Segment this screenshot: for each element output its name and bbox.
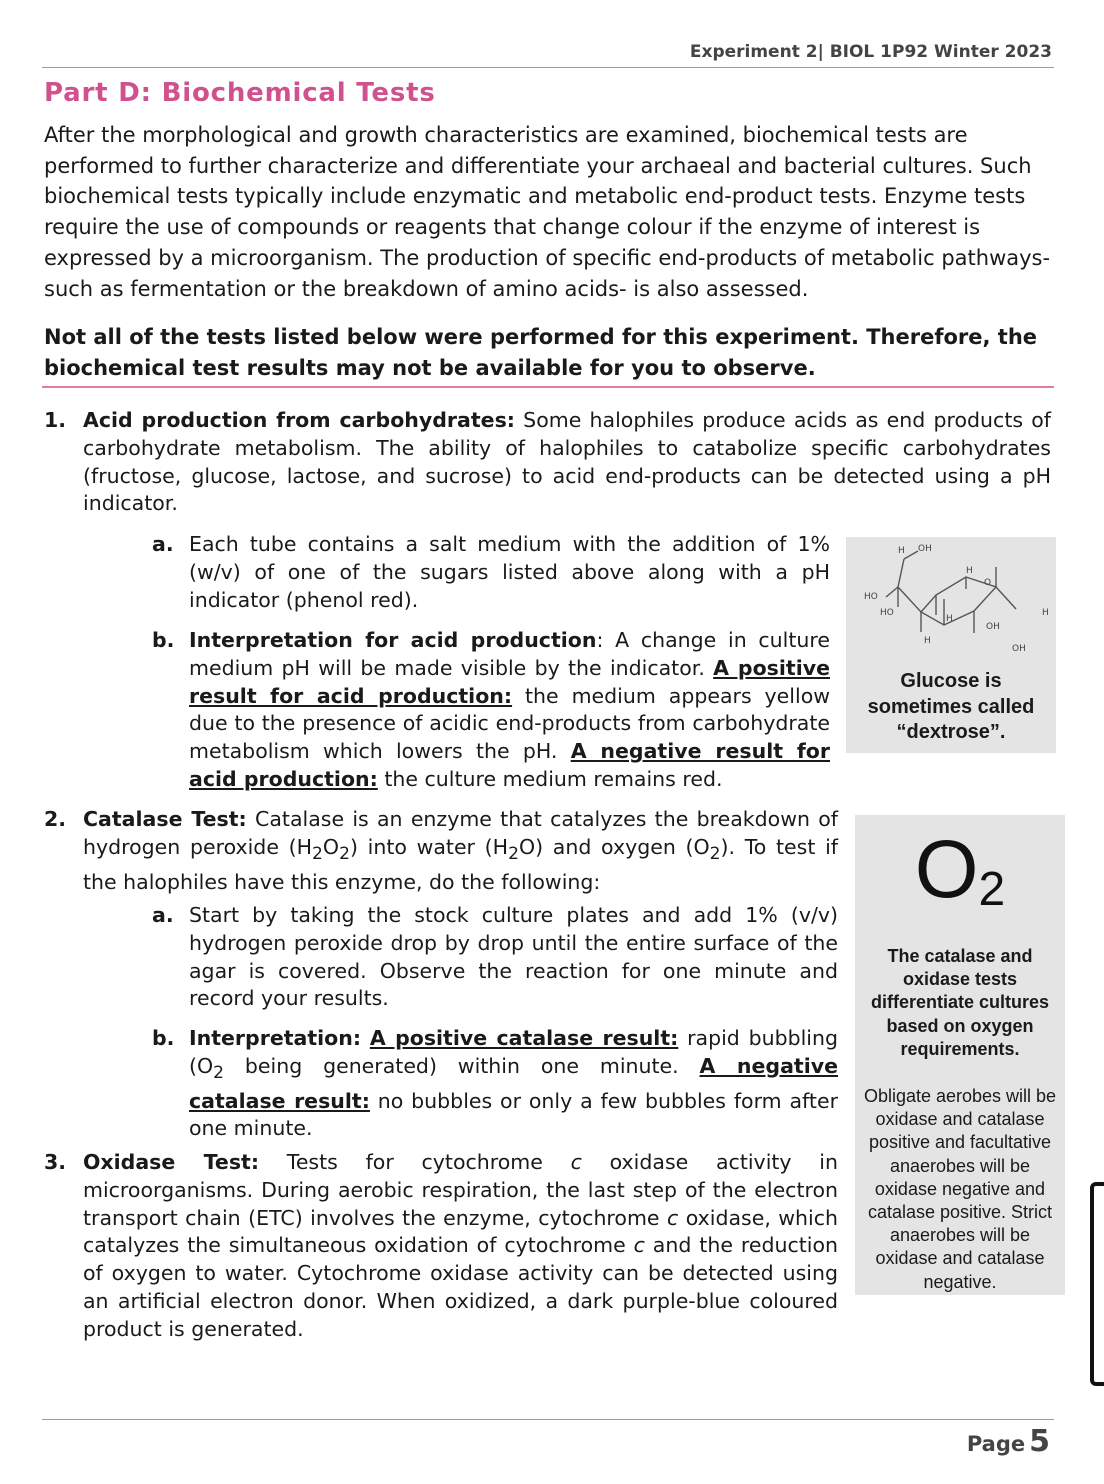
label-h-mid: H [966,566,973,576]
test-2-number: 2. [44,807,67,831]
negative-catalase-label: A negative catalase result: [189,1053,838,1113]
header-divider [42,67,1054,68]
label-o-ring: O [984,578,992,588]
test-1-title: Acid production from carbohydrates: [83,408,515,432]
label-oh-top: OH [918,544,932,554]
edge-tab [1090,1182,1104,1386]
test-2b-letter: b. [152,1026,175,1050]
page-number: Page 5 [966,1424,1050,1459]
test-1a-letter: a. [152,532,174,556]
positive-acid-label: A positive result for acid production: [189,655,830,708]
test-2a-letter: a. [152,903,174,927]
test-1-text: Some halophiles produce acids as end products of carbohydrate metabolism. The ability of halophiles to catabolize specific carbohydrates (fructose, glucose, lactose, and sucrose) to acid end-products can be detected using a pH indicator. [83,408,1051,516]
o2-symbol: $O_2$ [914,824,1006,916]
label-h-right: H [1042,608,1049,618]
glucose-caption: Glucose is sometimes called “dextrose”. [867,670,1035,743]
glucose-structure-diagram [846,537,1056,665]
test-1-paragraph [83,407,1051,518]
section-divider [42,386,1054,388]
intro-paragraph: After the morphological and growth characteristics are examined, biochemical tests are performed to further characterize and differentiate your archaeal and bacterial cultures. Such biochemical tests typically include enzymatic and metabolic end-product tests. Enzyme tests require the use of compounds or reagents that change colour if the enzyme of interest is expressed by a microorganism. The production of specific end-products of metabolic pathways- such as fermentation or the breakdown of amino acids- is also assessed. [44,123,1051,301]
test-2-paragraph: Catalase Test: Catalase is an enzyme that catalyzes the breakdown of hydrogen peroxide $(H_2O_2)$ into water $(H_2O)$ and oxygen $(O_2)$. To test if the halophiles have this enzyme, do the following: [83,807,838,894]
test-3-number: 3. [44,1150,67,1174]
test-1b-title: Interpretation for acid production [189,628,597,652]
footer-divider [42,1419,1054,1420]
section-title: Part D: Biochemical Tests [44,78,436,108]
o2-caption-bold: The catalase and oxidase tests differentiate cultures based on oxygen requirements. [870,946,1050,1059]
test-3-paragraph: Oxidase Test: Tests for cytochrome c oxidase activity in microorganisms. During aerobic respiration, the last step of the electron transport chain (ETC) involves the enzyme, cytochrome c oxidase, which catalyzes the simultaneous oxidation of cytochrome c and the reduction of oxygen to water. Cytochrome oxidase activity can be detected using an artificial electron donor. When oxidized, a dark purple-blue coloured product is generated. [83,1150,838,1341]
o2-caption: Obligate aerobes will be oxidase and catalase positive and facultative anaerobes will be oxidase negative and catalase positive. Strict anaerobes will be oxidase and catalase negative. [863,1086,1057,1292]
test-3-title: Oxidase Test: [83,1150,260,1174]
label-ho-left: HO [864,592,878,602]
label-h-bottom: H [924,636,931,646]
positive-catalase-label: A positive catalase result: [369,1026,679,1050]
experiment-header: Experiment 2| BIOL 1P92 Winter 2023 [689,42,1052,62]
test-2b-paragraph: Interpretation: A positive catalase result: rapid bubbling ($O_2$ being generated) within one minute. A negative catalase result: no bubbles or only a few bubbles form after one minute. [189,1026,838,1141]
test-1a-paragraph: Each tube contains a salt medium with the addition of 1% (w/v) of one of the sugars listed above along with a pH indicator (phenol red). [189,532,830,612]
test-1-number: 1. [44,408,67,432]
warning-paragraph: Not all of the tests listed below were performed for this experiment. Therefore, the biochemical test results may not be available for you to observe. [44,325,1038,380]
glucose-sidebar [846,537,1056,753]
test-1b-letter: b. [152,628,175,652]
test-2a-paragraph: Start by taking the stock culture plates and add 1% (v/v) hydrogen peroxide drop by drop until the entire surface of the agar is covered. Observe the reaction for one minute and record your results. [189,903,838,1011]
label-ho-ring: HO [880,608,894,618]
label-h-top: H [898,546,905,556]
oxygen-sidebar [855,815,1065,1295]
test-2-title: Catalase Test: [83,807,247,831]
label-oh-bottom: OH [1012,644,1026,654]
test-2b-title: Interpretation: [189,1026,362,1050]
test-1b-paragraph: Interpretation for acid production: A change in culture medium pH will be made visible by the indicator. A positive result for acid production: the medium appears yellow due to the presence of acidic end-products from carbohydrate metabolism which lowers the pH. A negative result for acid production: the culture medium remains red. [189,628,831,791]
label-h-ring: H [946,614,953,624]
negative-acid-label: A negative result for acid production: [189,739,831,791]
label-oh-ring: OH [986,622,1000,632]
